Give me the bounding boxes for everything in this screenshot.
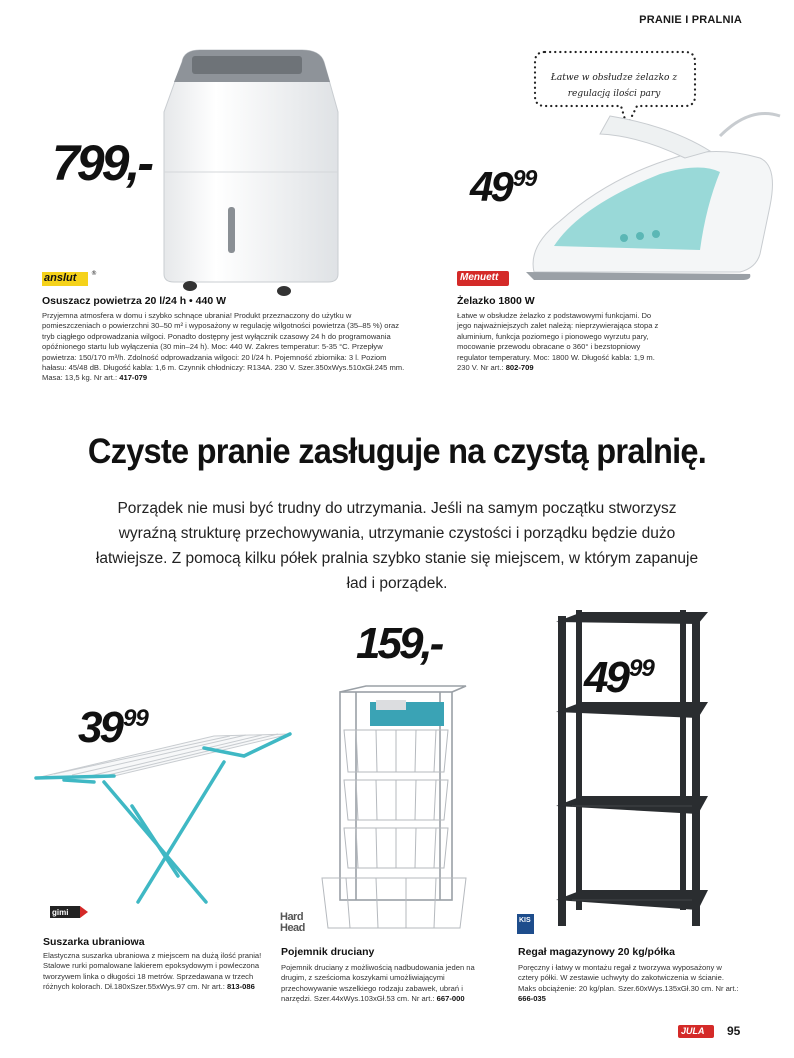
- gimi-logo: [50, 906, 88, 918]
- shelf-art: 666-035: [518, 994, 546, 1004]
- dehumidifier-desc: Przyjemna atmosfera w domu i szybko schnące ubrania! Produkt przeznaczony do użytku w pomieszczeniach o powierzchni 30–50 m² i wyposażony w regulację wilgotności powietrza (35–85 %) oraz tryb ciągłego odprowadzania wilgoci. Ponadto dostępny jest wyłącznik czasowy 24 h do programowania opóźnionego startu lub wyłączenia (30 min–24 h). Moc: 440 W. Zakres temperatur: 5-35 °C. Przepływ powietrza: 150/170 m³/h. Zdolność odprowadzania wilgoci: 20 l/24 h. Pojemność zbiornika: 3 l. Poziom hałasu: 45/48 dB. Długość kabla: 1,6 m. Czynnik chłodniczy: R134A. 230 V. Szer.350xWys.510xGł.245 mm. Masa: 13,5 kg. Nr art.: 417-079: [42, 311, 405, 383]
- dryer-price: $39^{99}$: [78, 703, 148, 752]
- shelf-desc: Poręczny i łatwy w montażu regał z tworzywa wyposażony w cztery półki. W zestawie uchwyty do zakotwiczenia w ścianie. Maks obciążenie: 20 kg/plan. Szer.60xWys.135xGł.30 cm. Nr art.: 666-035: [518, 963, 739, 1004]
- svg-text:gimi: gimi: [52, 908, 69, 917]
- basket-desc: Pojemnik druciany z możliwością nadbudowania jeden na drugim, z sześcioma koszykami umożliwiającymi przechowywanie wszelkiego rodzaju zabawek, ubrań i narzędzi. Szer.44xWys.103xGł.53 cm. Nr art.: 667-000: [281, 963, 475, 1004]
- dryer-art: 813-086: [226, 982, 255, 992]
- dryer-image: [34, 726, 296, 904]
- basket-art: 667-000: [436, 994, 465, 1004]
- dehumidifier-image: [152, 42, 348, 298]
- dryer-desc: Elastyczna suszarka ubraniowa z miejscem na dużą ilość prania! Stalowe rurki pomalowane lakierem epoksydowym i powleczona tworzywem linka o długości 18 metrów. Sprzedawana w trzech różnych kolorach. Dł.180xSzer.55xWys.97 cm. Nr art.: 813-086: [43, 951, 262, 992]
- menuett-logo: Menuett: [457, 271, 509, 286]
- hardhead-logo: Hard Head: [280, 911, 305, 934]
- dryer-name: Suszarka ubraniowa: [43, 936, 145, 948]
- shelf-price: $49^{99}$: [584, 653, 654, 702]
- headline: Czyste pranie zasługuje na czystą pralnię.: [87, 432, 707, 471]
- iron-art: 802-709: [505, 363, 534, 373]
- page-number: 95: [727, 1024, 741, 1038]
- dehumidifier-price: 799,-: [52, 135, 151, 191]
- basket-image: [316, 684, 482, 934]
- section-header: PRANIE I PRALNIA: [639, 14, 742, 26]
- basket-name: Pojemnik druciany: [281, 946, 375, 958]
- registered-mark-icon: ®: [91, 270, 97, 277]
- jula-logo: JULA: [678, 1025, 714, 1038]
- iron-name: Żelazko 1800 W: [457, 295, 535, 307]
- basket-price: 159,-: [356, 619, 442, 668]
- speech-bubble-text: Łatwe w obsłudze żelazko z regulacją ilości pary: [550, 73, 678, 99]
- kis-logo: KIS: [517, 914, 534, 934]
- intro-text: Porządek nie musi być trudny do utrzymania. Jeśli na samym początku stworzysz wyraźną strukturę przechowywania, utrzymanie czystości i porządku będzie dużo łatwiejsze. Z pomocą kilku półek pralnia szybko stanie się miejscem, w którym zapanuje ład i porządek.: [95, 500, 699, 592]
- iron-desc: Łatwe w obsłudze żelazko z podstawowymi funkcjami. Do jego najważniejszych zalet należą: nieprzywierająca stopa z aluminium, funkcja poziomego i pionowego wyrzutu pary, mocowanie przewodu obracane o 360° i bezstopniowy regulator temperatury. Moc: 1800 W. Długość kabla: 1,9 m. 230 V. Nr art.: 802-709: [457, 311, 659, 373]
- dehumidifier-name: Osuszacz powietrza 20 l/24 h • 440 W: [42, 295, 226, 307]
- iron-image: [520, 96, 782, 282]
- shelf-name: Regał magazynowy 20 kg/półka: [518, 946, 675, 958]
- iron-price: $49^{99}$: [470, 163, 537, 210]
- anslut-logo: anslut: [42, 272, 88, 286]
- dehumidifier-art: 417-079: [119, 373, 148, 383]
